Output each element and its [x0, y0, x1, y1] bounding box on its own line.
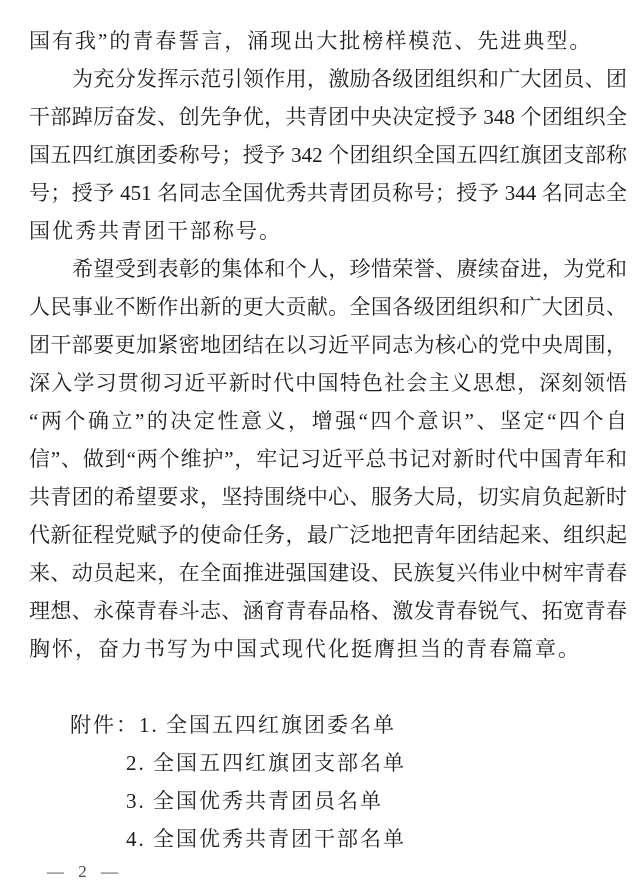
body-line: 代新征程党赋予的使命任务，最广泛地把青年团结起来、组织起: [29, 523, 627, 547]
page-number: — 2 —: [47, 862, 123, 881]
attachment-item-text: 3. 全国优秀共青团员名单: [126, 789, 383, 813]
body-line: 共青团的希望要求，坚持围绕中心、服务大局，切实肩负起新时: [29, 485, 627, 509]
document-body: [29, 22, 627, 668]
body-line: 信”、做到“两个维护”，牢记习近平总书记对新时代中国青年和: [29, 447, 627, 471]
attachment-item: [29, 706, 627, 744]
body-line: 号；授予 451 名同志全国优秀共青团员称号；授予 344 名同志全: [29, 181, 627, 205]
attachment-item: [29, 744, 627, 782]
body-line: 国优秀共青团干部称号。: [29, 219, 282, 243]
body-line: 理想、永葆青春斗志、涵育青春品格、激发青春锐气、拓宽青春: [29, 599, 627, 623]
body-line: 国五四红旗团委称号；授予 342 个团组织全国五四红旗团支部称: [29, 143, 627, 167]
body-line: 国有我”的青春誓言，涌现出大批榜样模范、先进典型。: [29, 29, 593, 53]
body-line: 来、动员起来，在全面推进强国建设、民族复兴伟业中树牢青春: [29, 561, 627, 585]
body-line: 胸怀，奋力书写为中国式现代化挺膺担当的青春篇章。: [29, 637, 581, 661]
attachments-label: 附件：: [70, 713, 139, 737]
attachments-list: [29, 706, 627, 858]
attachment-item-text: 2. 全国五四红旗团支部名单: [126, 751, 406, 775]
body-line: 希望受到表彰的集体和个人，珍惜荣誉、赓续奋进，为党和: [72, 257, 627, 281]
attachment-item: [29, 782, 627, 820]
attachment-item-text: 1. 全国五四红旗团委名单: [139, 713, 396, 737]
body-line: 深入学习贯彻习近平新时代中国特色社会主义思想，深刻领悟: [29, 371, 627, 395]
body-line: 干部踔厉奋发、创先争优，共青团中央决定授予 348 个团组织全: [29, 105, 627, 129]
attachment-item-text: 4. 全国优秀共青团干部名单: [126, 827, 406, 851]
body-line: “两个确立”的决定性意义，增强“四个意识”、坚定“四个自: [29, 409, 627, 433]
body-line: 团干部要更加紧密地团结在以习近平同志为核心的党中央周围，: [29, 333, 627, 357]
body-line: 为充分发挥示范引领作用，激励各级团组织和广大团员、团: [72, 67, 627, 91]
body-line: 人民事业不断作出新的更大贡献。全国各级团组织和广大团员、: [29, 295, 627, 319]
attachment-item: [29, 820, 627, 858]
